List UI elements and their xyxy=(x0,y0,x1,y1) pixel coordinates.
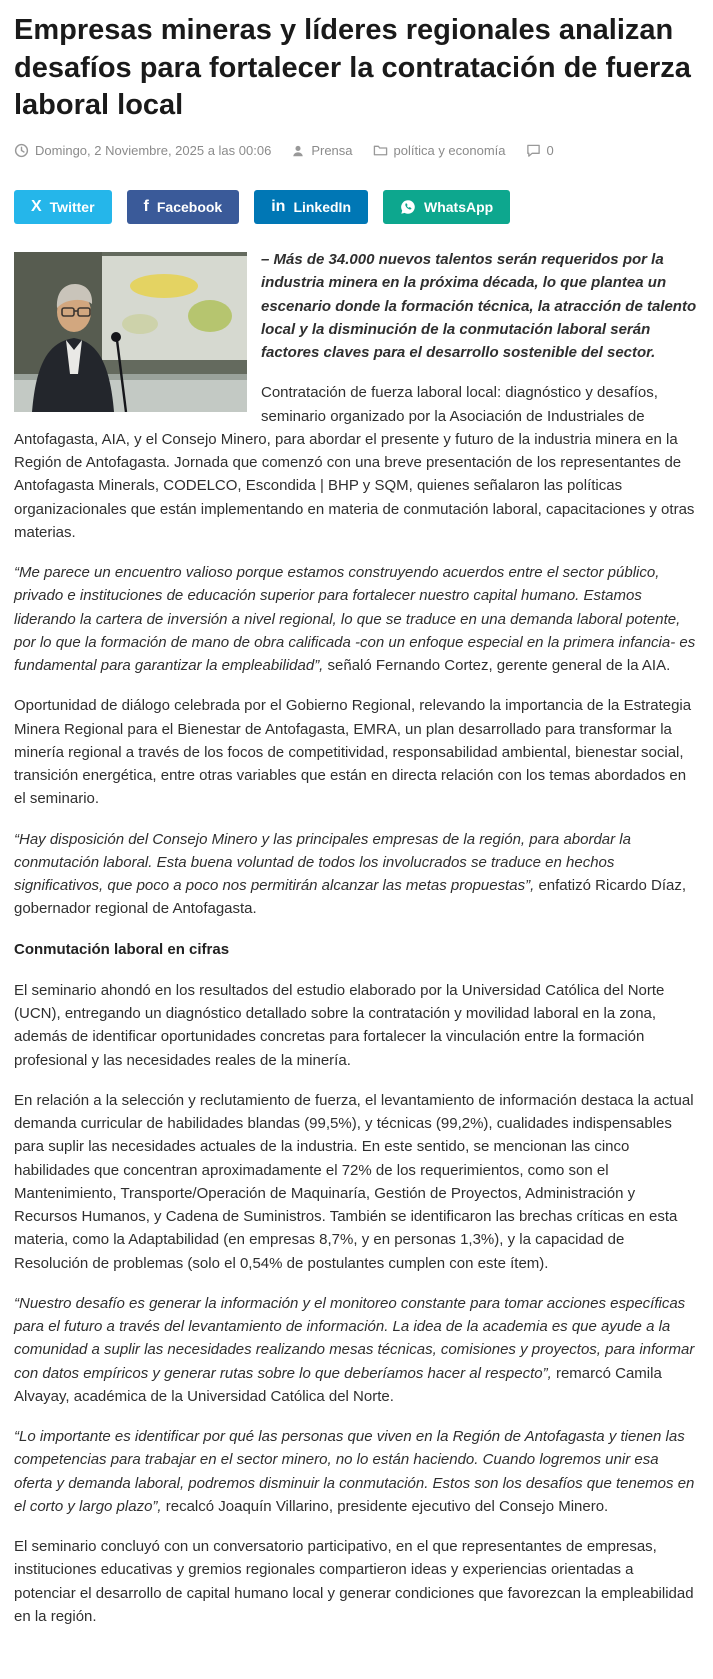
section-heading: Conmutación laboral en cifras xyxy=(14,940,230,958)
share-twitter-button[interactable] xyxy=(14,190,112,224)
meta-category-text: política y economía xyxy=(393,143,506,159)
user-icon xyxy=(291,144,305,158)
speaker-photo-illustration xyxy=(14,252,247,412)
twitter-x-icon: X xyxy=(31,198,42,216)
lead-paragraph: – Más de 34.000 nuevos talentos serán requeridos por la industria minera en la próxima década, lo que plantea un escenario donde la formación técnica, la atracción de talento local y la disminución de la conmutación laboral serán factores claves para el desarrollo sostenible del sector. xyxy=(261,251,697,362)
quote-paragraph xyxy=(14,561,699,677)
meta-date-text: Domingo, 2 Noviembre, 2025 a las 00:06 xyxy=(35,143,272,159)
paragraph: En relación a la selección y reclutamiento de fuerza, el levantamiento de información destaca la actual demanda curricular de habilidades blandas (99,5%), y técnicas (99,2%), cualidades indispensables para suplir las necesidades actuales de la industria. En este sentido, se mencionan las cinco habilidades que concentran aproximadamente el 72% de los requerimientos, como son el Mantenimiento, Transporte/Operación de Maquinaría, Gestión de Proyectos, Administración y Recursos Humanos, y Cadena de Suministros. También se identificaron las brechas críticas en esta materia, como la Adaptabilidad (en empresas 8,7%, y en personas 1,3%), y la capacidad de Resolución de problemas (solo el 0,54% de postulantes cumplen con este ítem). xyxy=(14,1091,694,1272)
meta-comments-count: 0 xyxy=(546,143,554,159)
quote-text: “Lo importante es identificar por qué las personas que viven en la Región de Antofagasta y tienen las competencias para trabajar en el sector minero, no lo están haciendo. Cuando logremos unir esa oferta y demanda laboral, podremos disminuir la conmutación. Estos son los desafíos que tenemos en el corto y largo plazo”, xyxy=(14,1428,695,1515)
share-linkedin-button[interactable] xyxy=(254,190,368,224)
quote-attribution: enfatizó Ricardo Díaz, gobernador regional de Antofagasta. xyxy=(14,877,687,918)
quote-paragraph xyxy=(14,1292,699,1408)
share-whatsapp-button[interactable] xyxy=(383,190,510,224)
linkedin-icon: in xyxy=(271,198,286,216)
paragraph: El seminario concluyó con un conversatorio participativo, en el que representantes de empresas, instituciones educativas y gremios regionales compartieron ideas y experiencias orientadas a potenciar el desarrollo de capital humano local y generar condiciones que favorezcan la empleabilidad en la región. xyxy=(14,1538,694,1625)
paragraph: Oportunidad de diálogo celebrada por el Gobierno Regional, relevando la importancia de la Estrategia Minera Regional para el Bienestar de Antofagasta, EMRA, un plan desarrollado para transformar la minería regional a través de los focos de competitividad, responsabilidad ambiental, bienestar social, transición energética, entre otras variables que están en directa relación con los temas abordados en el seminario. xyxy=(14,697,692,808)
whatsapp-icon xyxy=(400,199,416,215)
quote-text: “Hay disposición del Consejo Minero y las principales empresas de la región, para abordar la conmutación laboral. Esta buena voluntad de todos los involucrados se traduce en hechos significativos, que poco a poco nos permitirán alcanzar las metas propuestas”, xyxy=(14,830,631,895)
clock-icon xyxy=(14,143,29,158)
meta-author-text: Prensa xyxy=(311,143,353,159)
quote-text: “Me parece un encuentro valioso porque estamos construyendo acuerdos entre el sector público, privado e instituciones de educación superior para fortalecer nuestro capital humano. Estamos liderando la cartera de inversión a nivel regional, lo que se traduce en una demanda laboral potente, por lo que la formación de mano de obra calificada -con un enfoque especial en la primera infancia- es fundamental para garantizar la empleabilidad”, xyxy=(14,564,696,675)
paragraph: Contratación de fuerza laboral local: diagnóstico y desafíos, seminario organizado por la Asociación de Industriales de Antofagasta, AIA, y el Consejo Minero, para abordar el presente y futuro de la industria minera en la Región de Antofagasta. Jornada que comenzó con una breve presentación de los representantes de Antofagasta Minerals, CODELCO, Escondida | BHP y SQM, quienes señalaron las políticas organizacionales que están implementando en materia de conmutación laboral, capacitaciones y otras materias. xyxy=(14,384,695,541)
quote-attribution: remarcó Camila Alvayay, académica de la Universidad Católica del Norte. xyxy=(14,1364,662,1405)
meta-author[interactable] xyxy=(291,143,352,158)
article-title: Empresas mineras y líderes regionales analizan desafíos para fortalecer la contratación de fuerza laboral local xyxy=(14,14,691,122)
folder-icon xyxy=(373,143,388,158)
meta-category[interactable] xyxy=(373,143,506,158)
quote-paragraph xyxy=(14,828,699,921)
share-twitter-label: Twitter xyxy=(49,199,95,216)
quote-text: “Nuestro desafío es generar la información y el monitoreo constante para tomar acciones específicas para el futuro a través del levantamiento de información. La idea de la academia es que ayude a la comunidad a suplir las necesidades realizando mesas técnicas, comisiones y proyectos, para informar con datos empíricos y generar rutas sobre lo que deberíamos hacer al respecto”, xyxy=(14,1294,695,1382)
quote-paragraph xyxy=(14,1425,699,1518)
share-facebook-button[interactable] xyxy=(127,190,240,224)
share-linkedin-label: LinkedIn xyxy=(293,199,351,216)
facebook-icon: f xyxy=(143,198,149,216)
share-buttons xyxy=(14,190,699,224)
article-meta xyxy=(14,143,699,158)
meta-comments[interactable] xyxy=(526,143,554,158)
paragraph: El seminario ahondó en los resultados del estudio elaborado por la Universidad Católica del Norte (UCN), entregando un diagnóstico detallado sobre la contratación y movilidad laboral en la zona, además de identificar oportunidades concretas para fortalecer la vinculación entre la formación profesional y las necesidades reales de la minería. xyxy=(14,981,665,1069)
speaker-at-podium-photo xyxy=(14,252,247,412)
article-body xyxy=(14,248,699,1645)
quote-attribution: recalcó Joaquín Villarino, presidente ejecutivo del Consejo Minero. xyxy=(161,1497,609,1515)
comment-icon xyxy=(526,143,541,158)
meta-date xyxy=(14,143,271,158)
quote-attribution: señaló Fernando Cortez, gerente general de la AIA. xyxy=(323,657,671,675)
share-facebook-label: Facebook xyxy=(156,199,223,216)
share-whatsapp-label: WhatsApp xyxy=(424,199,494,216)
